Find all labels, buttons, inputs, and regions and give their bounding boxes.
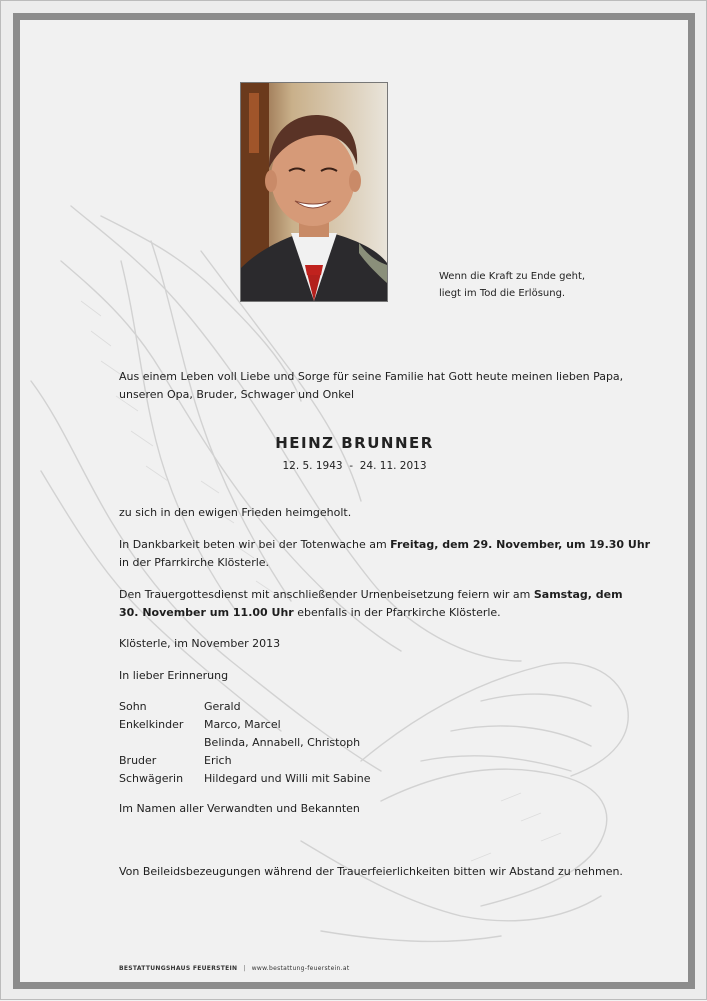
funeral-date-time: 30. November um 11.00 Uhr (119, 606, 294, 619)
wake-date-time: Freitag, dem 29. November, um 19.30 Uhr (390, 538, 651, 551)
relative-role: Schwägerin (119, 772, 184, 785)
relative-role: Bruder (119, 754, 157, 767)
relative-role: Sohn (119, 700, 147, 713)
relative-names: Erich (204, 754, 232, 767)
website-link[interactable]: www.bestattung-feuerstein.at (251, 965, 350, 972)
relative-names: Marco, Marcel (204, 718, 281, 731)
relative-role: Enkelkinder (119, 718, 184, 731)
funeral-text-part: Den Trauergottesdienst mit anschließender Urnenbeisetzung feiern wir am (119, 588, 534, 601)
relative-role (119, 734, 204, 752)
relative-names: Gerald (204, 700, 241, 713)
funeral-text (119, 586, 623, 622)
condolences-note: Von Beileidsbezeugungen während der Trauerfeierlichkeiten bitten wir Abstand zu nehmen. (119, 865, 623, 878)
deceased-name: HEINZ BRUNNER (275, 434, 434, 452)
relative-names: Belinda, Annabell, Christoph (204, 736, 361, 749)
motto-line-1: Wenn die Kraft zu Ende geht, (439, 271, 586, 282)
funeral-date: Samstag, dem (533, 588, 623, 601)
intro-line-2: unseren Opa, Bruder, Schwager und Onkel (119, 388, 355, 401)
in-memory-heading: In lieber Erinnerung (119, 669, 229, 682)
motto-line-2: liegt im Tod die Erlösung. (439, 288, 566, 299)
funeral-home-name: BESTATTUNGSHAUS FEUERSTEIN (119, 965, 238, 972)
relative-row (119, 734, 371, 752)
wake-location: in der Pfarrkirche Klösterle. (119, 556, 270, 569)
peace-text: zu sich in den ewigen Frieden heimgeholt. (119, 506, 352, 519)
relative-names: Hildegard und Willi mit Sabine (204, 772, 371, 785)
relative-row (119, 770, 371, 788)
on-behalf-text: Im Namen aller Verwandten und Bekannten (119, 802, 360, 815)
motto-quote (439, 268, 585, 302)
place-date: Klösterle, im November 2013 (119, 637, 281, 650)
life-dates: 12. 5. 1943 - 24. 11. 2013 (282, 460, 427, 472)
relatives-list (119, 698, 371, 788)
footer (119, 965, 349, 972)
intro-line-1: Aus einem Leben voll Liebe und Sorge für seine Familie hat Gott heute meinen lieben Papa, (119, 370, 624, 383)
footer-separator: | (243, 965, 246, 972)
intro-text (119, 368, 623, 404)
wake-text-part: In Dankbarkeit beten wir bei der Totenwache am (119, 538, 391, 551)
funeral-location: ebenfalls in der Pfarrkirche Klösterle. (293, 606, 501, 619)
relative-row (119, 752, 371, 770)
portrait-photo (240, 82, 388, 302)
relative-row (119, 716, 371, 734)
relative-row (119, 698, 371, 716)
wake-text (119, 536, 650, 572)
